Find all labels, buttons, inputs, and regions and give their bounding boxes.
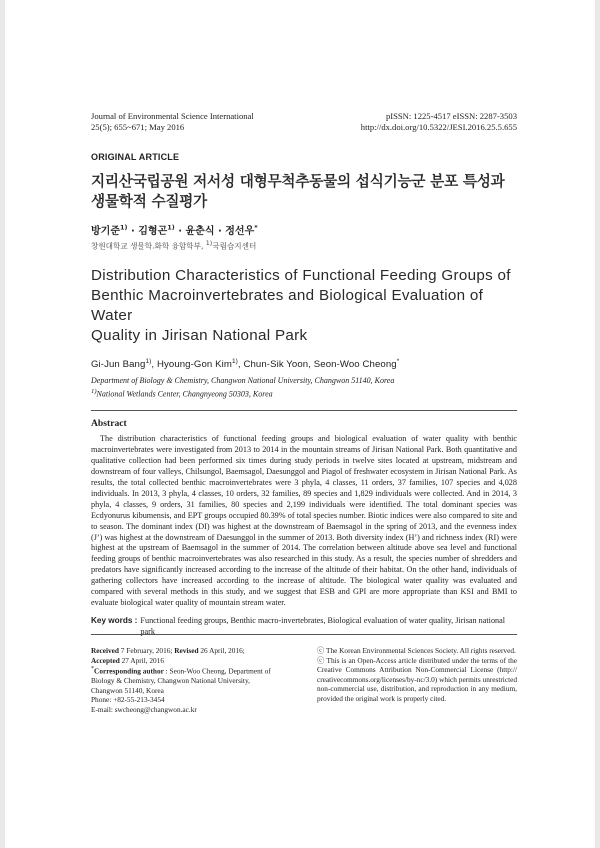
author-separator: ·	[174, 226, 186, 237]
divider	[91, 410, 517, 411]
affiliation-sup: 1)	[205, 240, 213, 247]
author-separator: ,	[308, 358, 314, 370]
journal-name: Journal of Environmental Science International	[91, 111, 254, 121]
english-affiliation	[91, 375, 517, 400]
accepted-date: 27 April, 2016	[119, 655, 164, 665]
author-name: 윤춘식	[185, 226, 215, 237]
license: ⓒ This is an Open-Access article distributed under the terms of the Creative Commons Attribution Non-Commercial License (http:// creativecommons.org/licenses/by-nc/3.0) which permits unrestricted non-commercial use, distribution, and reproduction in any medium, provided the original work is properly cited.	[317, 655, 517, 703]
author-name: Chun-Sik Yoon	[243, 358, 309, 370]
author-separator: ·	[127, 226, 139, 237]
affiliation-line: Department of Biology & Chemistry, Changwon National University, Changwon 51140, Korea	[91, 375, 395, 385]
accepted-label: Accepted	[91, 655, 120, 665]
author-sup: 1)	[145, 357, 152, 365]
author-name: 방기준	[91, 226, 120, 237]
affiliation-text: National Wetlands Center, Changnyeong 50303, Korea	[96, 389, 273, 399]
accepted-line	[91, 656, 277, 666]
revised-date: 26 April, 2016;	[198, 646, 245, 655]
english-title	[91, 266, 517, 346]
author-separator: ,	[151, 358, 157, 370]
abstract-text: The distribution characteristics of functional feeding groups and biological evaluation of water quality with benthic macroinvertebrates were investigated from 2013 to 2014 in the mountain streams of Jirisan National Park. Both quantitative and qualitative collection had been performed six times during study periods in twelve sites located at upstream, midstream and downstream of four valleys, Chilsungol, Baemsagol, Daesunggol and Piagol of freshwater ecosystem in Jirisan National Park. As results, the total collected benthic macroinvertebrates were 3 phyla, 4 classes, 11 orders, 37 families, 107 species and 4,028 individuals. In 2013, 3 phyla, 4 classes, 10 orders, 32 families, 89 species and 1,829 individuals were collected. And in 2014, 3 phyla, 4 classes, 9 orders, 31 families, 80 species and 2,199 individuals were identified. The total dominant species was Ecdyonurus kibumensis, and EPT groups occupied 80.39% of total species number. Biotic indices were also compared to site and to season. The dominant index (DI) was highest at the downstream of Baemsagol in the spring of 2013, and the evenness index (J’) was highest at the downstream of Daesunggol in the summer of 2013. Both diversity index (H’) and richness index (RI) were highest at the upstream of Baemsagol in the summer of 2014. The correlation between altitude above sea level and functional feeding groups of benthic macroinvertebrates was also researched in this study. As a result, the species number of shredders and predators have significantly increased according to the increase of the altitude of their habitat. On the other hand, individuals of gathering collectors have increased according to the increase of altitude. The biological water quality was evaluated and compared with several methods in this study, and we suggest that ESB and GPI are more appropriate than KSI and BMI to evaluate biological water quality of mountain stream water.	[91, 434, 517, 607]
corr-sup: *	[91, 666, 95, 673]
korean-authors	[91, 222, 517, 237]
author-separator: ·	[214, 226, 226, 237]
author-sup: 1)	[231, 357, 238, 365]
phone: Phone: +82-55-213-3454	[91, 695, 165, 705]
affiliation-sup: 1)	[91, 387, 97, 395]
english-title-line: Distribution Characteristics of Functional Feeding Groups of	[91, 266, 511, 284]
korean-title-line: 생물학적 수질평가	[91, 192, 208, 210]
issn: pISSN: 1225-4517 eISSN: 2287-3503	[385, 111, 517, 121]
corr-text: : Seon-Woo Cheong, Department of Biology & Chemistry, Changwon National University, Changwon 51140, Korea	[91, 666, 271, 695]
email[interactable]: E-mail: swcheong@changwon.ac.kr	[91, 704, 197, 714]
corresponding-author	[91, 665, 277, 695]
author-sup: 1)	[167, 223, 175, 232]
journal-info	[91, 111, 254, 133]
article-page	[5, 0, 595, 848]
affiliation-text: 창원대학교 생물학.화학 융합학부,	[91, 241, 204, 251]
doi-link[interactable]: http://dx.doi.org/10.5322/JESI.2016.25.5.655	[360, 122, 517, 132]
author-sup: 1)	[119, 223, 128, 232]
received-label: Received	[91, 646, 119, 655]
revised-label: Revised	[174, 646, 199, 655]
author-name: 정선우	[225, 226, 255, 237]
english-title-line: Benthic Macroinvertebrates and Biological Evaluation of Water	[91, 286, 484, 324]
affiliation-line	[91, 386, 517, 400]
copyright: ⓒ The Korean Environmental Sciences Society. All rights reserved.	[317, 646, 516, 655]
author-name: 김형곤	[138, 226, 168, 237]
author-name: Hyoung-Gon Kim	[156, 358, 232, 370]
keywords-text: Functional feeding groups, Benthic macro-invertebrates, Biological evaluation of water quality, Jirisan national park	[140, 615, 506, 636]
dates-line	[91, 646, 277, 656]
footer	[91, 646, 517, 715]
abstract-heading: Abstract	[91, 418, 127, 430]
author-name: Seon-Woo Cheong	[313, 358, 397, 370]
korean-affiliation	[91, 240, 517, 252]
corr-label: Corresponding author	[94, 666, 164, 676]
korean-title-line: 지리산국립공원 저서성 대형무척추동물의 섭식기능군 분포 특성과	[91, 173, 505, 190]
journal-ids	[361, 111, 517, 133]
korean-title	[91, 172, 517, 211]
footer-left	[91, 646, 277, 715]
english-authors	[91, 358, 517, 370]
author-separator: ,	[237, 358, 244, 370]
author-sup: *	[396, 357, 400, 365]
affiliation-text: 국립습지센터	[212, 241, 257, 251]
footer-right	[317, 646, 517, 715]
received-date: 7 February, 2016;	[118, 646, 175, 655]
footer-divider	[91, 634, 517, 635]
keywords-label: Key words :	[91, 615, 138, 625]
author-sup: *	[254, 223, 258, 232]
author-name: Gi-Jun Bang	[91, 358, 146, 370]
journal-header	[91, 111, 517, 133]
journal-volume: 25(5); 655~671; May 2016	[91, 122, 185, 132]
section-label: ORIGINAL ARTICLE	[91, 152, 180, 162]
english-title-line: Quality in Jirisan National Park	[91, 326, 308, 344]
